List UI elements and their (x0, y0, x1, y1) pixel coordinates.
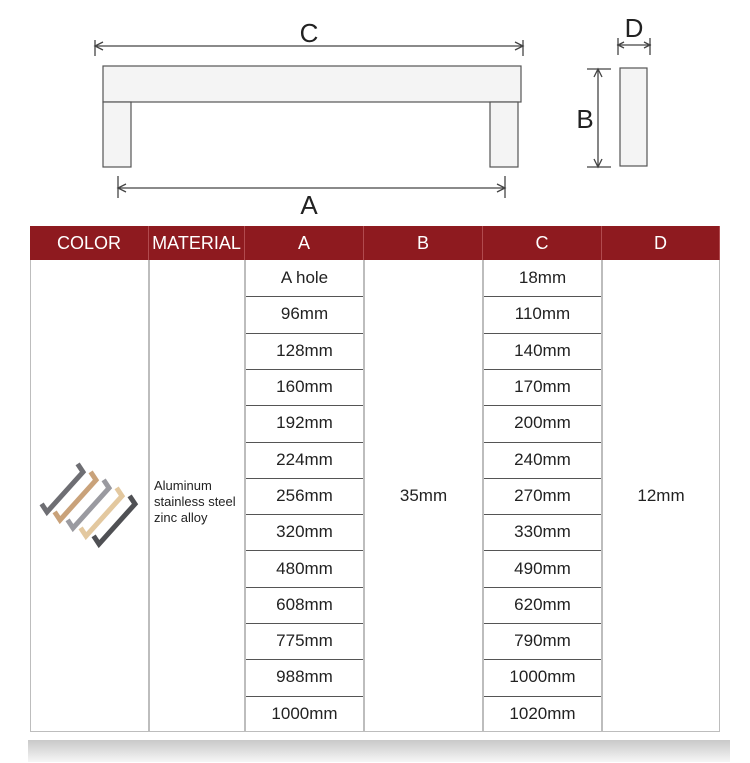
material-list (154, 478, 236, 526)
c-value-cell: 330mm (514, 522, 571, 542)
c-value-cell: 790mm (514, 631, 571, 651)
a-value-cell: 160mm (276, 377, 333, 397)
a-column (245, 260, 364, 732)
material-item: zinc alloy (154, 510, 208, 525)
c-value-cell: 1020mm (509, 703, 576, 723)
a-value-cell: 1000mm (271, 703, 338, 723)
row-divider (246, 696, 363, 697)
row-divider (246, 514, 363, 515)
row-divider (484, 659, 601, 660)
row-divider (484, 623, 601, 624)
handle-shape (43, 466, 83, 512)
a-value-cell: 224mm (276, 449, 333, 469)
c-value-cell: 18mm (518, 268, 567, 288)
row-divider (484, 369, 601, 370)
row-divider (246, 333, 363, 334)
c-value-cell: 1000mm (509, 667, 576, 687)
row-divider (246, 405, 363, 406)
material-column (149, 260, 245, 732)
b-column (364, 260, 483, 732)
b-value: 35mm (399, 485, 448, 505)
header-material: MATERIAL (149, 226, 245, 260)
row-divider (246, 369, 363, 370)
color-column (30, 260, 149, 732)
handle-side-view (620, 68, 647, 166)
c-column (483, 260, 602, 732)
header-c: C (483, 226, 602, 260)
header-b: B (364, 226, 483, 260)
row-divider (246, 296, 363, 297)
row-divider (484, 405, 601, 406)
header-a: A (245, 226, 364, 260)
label-c: C (299, 18, 319, 48)
row-divider (246, 623, 363, 624)
a-value-cell: 192mm (276, 413, 333, 433)
row-divider (484, 296, 601, 297)
row-divider (484, 442, 601, 443)
row-divider (246, 587, 363, 588)
dimension-diagram (0, 0, 750, 222)
a-value-cell: 988mm (276, 667, 333, 687)
c-value-cell: 270mm (514, 485, 571, 505)
c-value-cell: 240mm (514, 449, 571, 469)
a-value-cell: 96mm (280, 304, 329, 324)
c-value-cell: 620mm (514, 594, 571, 614)
bottom-shadow (28, 740, 730, 762)
label-b: B (576, 104, 594, 134)
a-value-cell: 480mm (276, 558, 333, 578)
c-value-cell: 110mm (514, 304, 571, 324)
handle-product-image (31, 260, 148, 732)
a-value-cell: 608mm (276, 594, 333, 614)
material-item: Aluminum (154, 478, 212, 493)
row-divider (484, 587, 601, 588)
handle-front-view (103, 66, 521, 167)
label-d: D (624, 13, 644, 43)
row-divider (484, 696, 601, 697)
c-value-cell: 140mm (514, 340, 571, 360)
row-divider (246, 442, 363, 443)
a-value-cell: 256mm (276, 485, 333, 505)
a-value-cell: A hole (280, 268, 329, 288)
row-divider (484, 333, 601, 334)
d-value: 12mm (637, 485, 685, 505)
c-value-cell: 200mm (514, 413, 571, 433)
d-column (602, 260, 720, 732)
row-divider (484, 478, 601, 479)
row-divider (484, 550, 601, 551)
a-value-cell: 128mm (276, 340, 333, 360)
row-divider (246, 550, 363, 551)
a-value-cell: 775mm (276, 631, 333, 651)
row-divider (246, 659, 363, 660)
label-a: A (300, 190, 318, 220)
row-divider (246, 478, 363, 479)
row-divider (484, 514, 601, 515)
header-d: D (602, 226, 720, 260)
material-item: stainless steel (154, 494, 236, 509)
a-value-cell: 320mm (276, 522, 333, 542)
header-color: COLOR (30, 226, 149, 260)
c-value-cell: 490mm (514, 558, 571, 578)
c-value-cell: 170mm (514, 377, 571, 397)
